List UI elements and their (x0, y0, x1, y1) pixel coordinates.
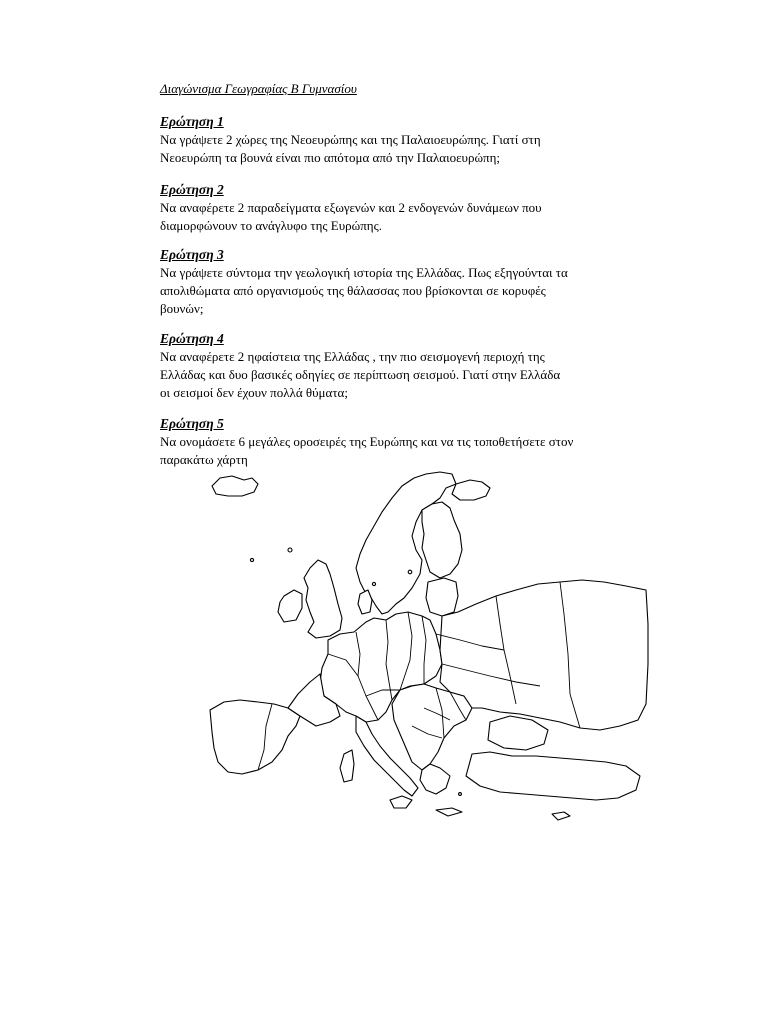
baltics-outline (426, 578, 458, 616)
great-britain-outline (304, 560, 342, 638)
europe-map-svg (160, 464, 652, 832)
question-text (160, 199, 660, 235)
question-text (160, 131, 660, 167)
europe-outline-map (160, 464, 652, 832)
island-mark (288, 548, 292, 552)
question-3 (160, 246, 660, 318)
question-text (160, 264, 660, 318)
question-line: οι σεισμοί δεν έχουν πολλά θύματα; (160, 385, 348, 400)
question-line: Νεοευρώπη τα βουνά είναι πιο απότομα από την Παλαιοευρώπη; (160, 150, 501, 165)
question-line: παρακάτω χάρτη (160, 452, 248, 467)
greece-outline (420, 764, 450, 794)
question-4 (160, 330, 660, 402)
question-line: Να ονομάσετε 6 μεγάλες οροσειρές της Ευρώπης και να τις τοποθετήσετε στον (160, 434, 574, 449)
island-mark (250, 558, 253, 561)
question-line: απολιθώματα από οργανισμούς της θάλασσας που βρίσκονται σε κορυφές (160, 283, 546, 298)
iberia-outline (210, 700, 300, 774)
question-heading: Ερώτηση 2 (160, 182, 224, 197)
anatolia-outline (466, 752, 640, 800)
question-2 (160, 181, 660, 235)
question-heading: Ερώτηση 4 (160, 331, 224, 346)
balkans-outline (392, 684, 472, 770)
question-line: βουνών; (160, 301, 204, 316)
question-heading: Ερώτηση 5 (160, 416, 224, 431)
document-title: Διαγώνισμα Γεωγραφίας Β Γυμνασίου (160, 81, 357, 96)
question-line: διαμορφώνουν το ανάγλυφο της Ευρώπης. (160, 218, 382, 233)
cyprus-outline (552, 812, 570, 820)
question-heading: Ερώτηση 3 (160, 247, 224, 262)
island-mark (408, 570, 412, 574)
ireland-outline (278, 590, 302, 622)
black-sea-outline (488, 716, 548, 750)
question-line: Ελλάδας και δυο βασικές οδηγίες σε περίπτωση σεισμού. Γιατί στην Ελλάδα (160, 367, 561, 382)
question-line: Να αναφέρετε 2 ηφαίστεια της Ελλάδας , την πιο σεισμογενή περιοχή της (160, 349, 545, 364)
crete-outline (436, 808, 462, 816)
question-line: Να γράψετε σύντομα την γεωλογική ιστορία της Ελλάδας. Πως εξηγούνται τα (160, 265, 568, 280)
question-line: Να γράψετε 2 χώρες της Νεοευρώπης και της Παλαιοευρώπης. Γιατί στη (160, 132, 541, 147)
sardinia-outline (340, 750, 354, 782)
eastern-europe-outline (440, 580, 648, 730)
island-mark (372, 582, 375, 585)
question-text (160, 348, 660, 402)
denmark-outline (358, 590, 372, 614)
question-line: Να αναφέρετε 2 παραδείγματα εξωγενών και 2 ενδογενών δυνάμεων που (160, 200, 542, 215)
sicily-outline (390, 796, 412, 808)
iceland-outline (212, 476, 258, 496)
finland-outline (422, 502, 462, 578)
question-1 (160, 113, 660, 167)
kola-outline (452, 480, 490, 500)
question-heading: Ερώτηση 1 (160, 114, 224, 129)
island-mark (459, 793, 462, 796)
question-5 (160, 415, 660, 469)
